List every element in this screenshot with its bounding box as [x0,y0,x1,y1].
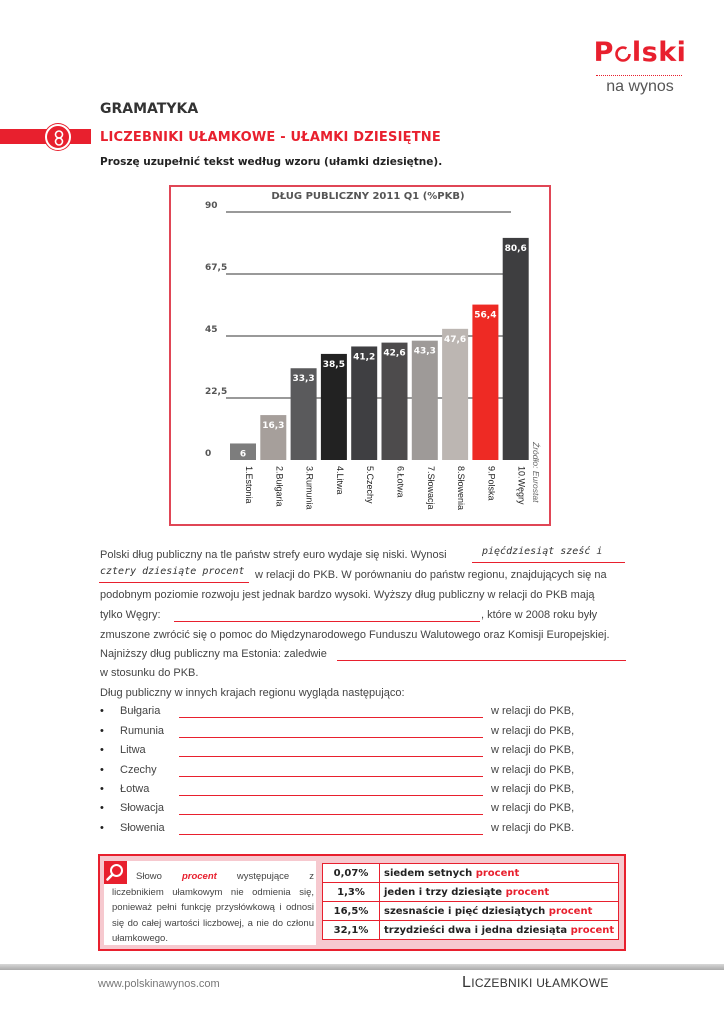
bar-value-label: 80,6 [504,243,527,254]
bar-value-label: 42,6 [383,348,406,359]
country-answer-blank[interactable] [179,717,483,718]
country-answer-blank[interactable] [179,776,483,777]
country-name: Czechy [120,764,157,776]
bar [503,238,529,460]
percent-unit: procent [570,924,615,936]
y-tick-label: 90 [205,201,218,211]
x-tick-label: 3.Rumunia [304,466,315,510]
country-suffix: w relacji do PKB. [491,822,575,834]
percent-words-text: jeden i trzy dziesiąte [384,886,503,898]
info-note-lead: Słowo [136,871,162,882]
percent-words [380,902,619,921]
paragraph-line-4a: tylko Węgry: [100,609,161,621]
country-suffix: w relacji do PKB, [491,725,575,737]
logo-letters-lski: lski [631,37,687,68]
percent-examples-table [322,863,619,940]
percent-words-text: siedem setnych [384,867,473,879]
bullet-icon: • [100,705,104,717]
percent-unit: procent [548,905,593,917]
x-tick-label: 6.Łotwa [395,466,406,498]
table-row [323,921,619,940]
logo-letter-p: P [593,37,614,68]
country-answer-blank[interactable] [179,834,483,835]
country-answer-blank[interactable] [179,795,483,796]
country-suffix: w relacji do PKB, [491,764,575,776]
bullet-icon: • [100,822,104,834]
bar-value-label: 56,4 [474,310,497,321]
percent-number: 0,07% [323,864,380,883]
country-suffix: w relacji do PKB, [491,744,575,756]
percent-number: 16,5% [323,902,380,921]
section-title: GRAMATYKA [100,101,199,117]
percent-number: 32,1% [323,921,380,940]
paragraph-line-7: w stosunku do PKB. [100,667,199,679]
answer-blank-1[interactable] [472,562,625,563]
bar [351,346,377,460]
country-suffix: w relacji do PKB, [491,802,575,814]
footer-topic-word1: ICZEBNIKI [471,976,537,990]
bar [382,343,408,460]
bar-value-label: 6 [239,449,247,460]
info-note [112,869,314,947]
percent-words-text: trzydzieści dwa i jedna dziesiąta [384,924,568,936]
bar [412,341,438,460]
chart-source-note: Źródło: Eurostat [531,442,541,503]
paragraph-line-6: Najniższy dług publiczny ma Estonia: zaledwie [100,648,327,660]
paragraph-line-4b: , które w 2008 roku były [481,609,598,621]
answer-blank-hungary[interactable] [174,621,480,622]
paragraph-line-2: w relacji do PKB. W porównaniu do państw regionu, znajdujących się na [255,569,607,581]
country-name: Słowenia [120,822,165,834]
bar [442,329,468,460]
x-tick-label: 5.Czechy [365,466,376,504]
percent-unit: procent [475,867,520,879]
paragraph-line-8: Dług publiczny w innych krajach regionu wygląda następująco: [100,687,405,699]
x-tick-label: 4.Litwa [334,466,345,495]
footer-topic-initial: L [462,974,472,991]
country-name: Łotwa [120,783,150,795]
instruction: Proszę uzupełnić tekst według wzoru (ułamki dziesiętne). [100,156,443,168]
x-tick-label: 1.Estonia [244,466,254,504]
country-answer-blank[interactable] [179,814,483,815]
logo-tagline: na wynos [606,78,674,95]
bar-value-label: 16,3 [262,421,285,432]
percent-number: 1,3% [323,883,380,902]
info-note-body: występujące z liczebnikiem ułamkowym nie odmienia się, ponieważ pełni funkcję przysłówkową i odnosi się do całej wartości liczbowej, a nie do członu ułamkowego. [112,871,315,944]
country-name: Słowacja [120,802,165,814]
answer-handwritten-1: pięćdziesiąt sześć i [482,546,603,557]
bar-value-label: 43,3 [413,346,436,357]
percent-words [380,864,619,883]
bullet-icon: • [100,725,104,737]
y-tick-label: 22,5 [205,387,228,397]
info-keyword: procent [181,871,217,882]
y-tick-label: 45 [205,325,218,335]
percent-words [380,883,619,902]
paragraph-line-3: podobnym poziomie rozwoju jest jednak bardzo wysoki. Wyższy dług publiczny w relacji do PKB mają [100,589,595,601]
bar [472,305,498,460]
answer-handwritten-2: cztery dziesiąte procent [100,566,245,577]
bullet-icon: • [100,783,104,795]
bar-value-label: 33,3 [292,374,315,385]
percent-words [380,921,619,940]
percent-words-text: szesnaście i pięć dziesiątych [384,905,546,917]
answer-blank-2[interactable] [99,582,249,583]
y-tick-label: 0 [205,449,212,459]
country-answer-blank[interactable] [179,737,483,738]
x-tick-label: 2.Bułgaria [274,466,285,507]
table-row [323,883,619,902]
bar-value-label: 38,5 [322,359,346,370]
bullet-icon: • [100,802,104,814]
country-suffix: w relacji do PKB, [491,705,575,717]
x-tick-label: 9.Polska [486,466,497,501]
paragraph-line-1: Polski dług publiczny na tle państw strefy euro wydaje się niski. Wynosi [100,549,447,561]
country-name: Bułgaria [120,705,161,717]
country-suffix: w relacji do PKB, [491,783,575,795]
y-tick-label: 67,5 [205,263,228,273]
footer-topic-word2: UŁAMKOWE [536,976,609,990]
footer-bar [0,964,724,970]
paragraph-line-5: zmuszone zwrócić się o pomoc do Międzynarodowego Funduszu Walutowego oraz Komisji Europejskiej. [100,629,610,641]
bullet-icon: • [100,744,104,756]
percent-unit: procent [505,886,550,898]
bar-value-label: 47,6 [443,334,467,345]
answer-blank-estonia[interactable] [337,660,626,661]
country-name: Rumunia [120,725,165,737]
lesson-title: LICZEBNIKI UŁAMKOWE - UŁAMKI DZIESIĘTNE [100,130,441,145]
footer-url[interactable]: www.polskinawynos.com [98,978,220,990]
footer-topic [462,974,609,992]
table-row [323,864,619,883]
country-name: Litwa [120,744,146,756]
country-answer-blank[interactable] [179,756,483,757]
x-tick-label: 7.Słowacja [425,466,436,510]
x-tick-label: 10.Węgry [516,466,527,505]
x-tick-label: 8.Słowenia [456,466,467,511]
table-row [323,902,619,921]
chart-title: DŁUG PUBLICZNY 2011 Q1 (%PKB) [271,191,465,202]
bar-value-label: 41,2 [353,352,376,363]
bullet-icon: • [100,764,104,776]
